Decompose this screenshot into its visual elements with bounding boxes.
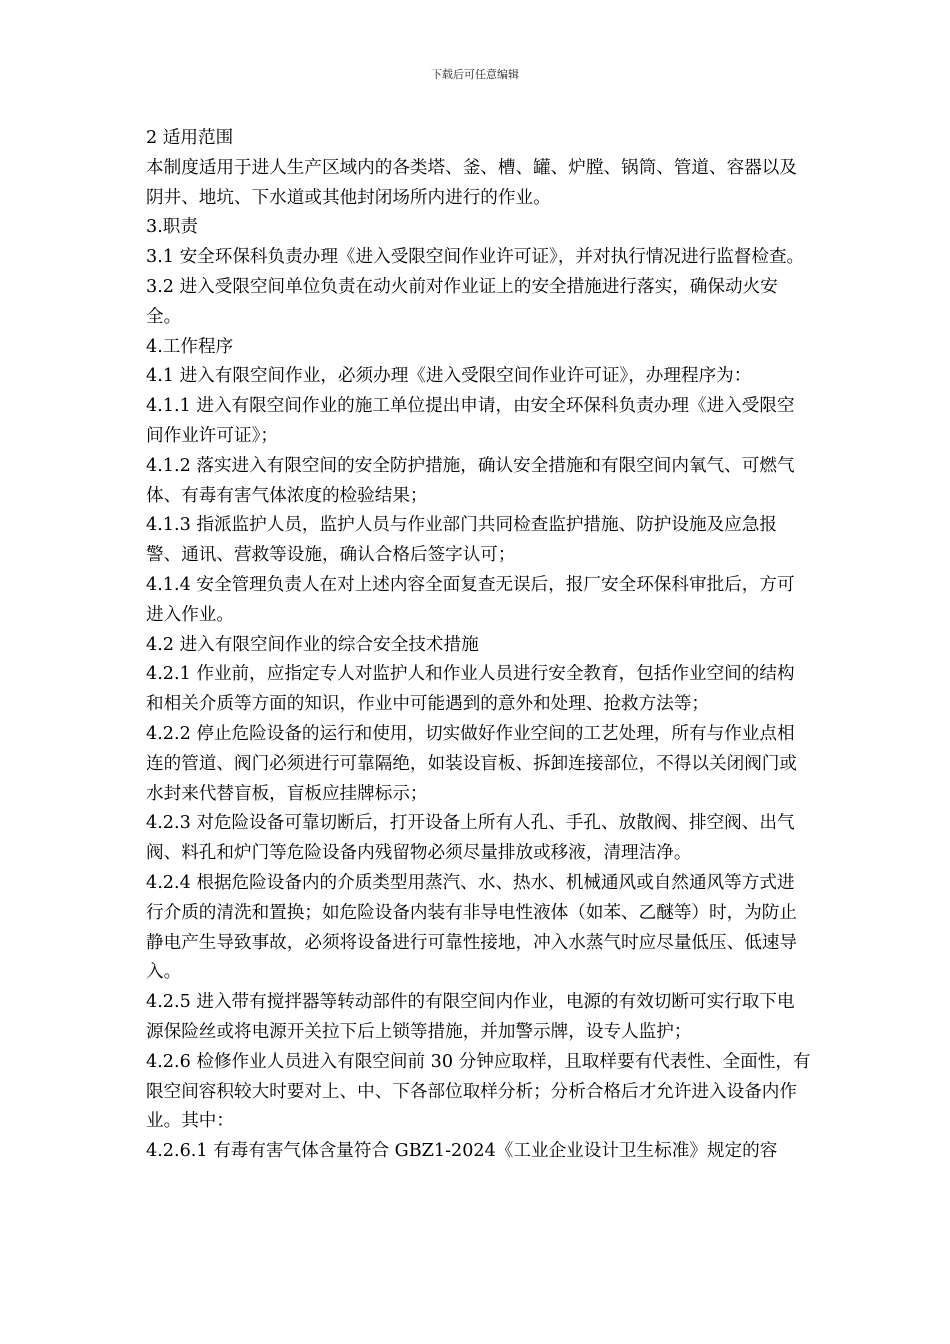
- body-paragraph: 4.2.2 停止危险设备的运行和使用，切实做好作业空间的工艺处理，所有与作业点相连的管道、阀门必须进行可靠隔绝，如装设盲板、拆卸连接部位，不得以关闭阀门或水封来代替盲板，盲板应挂牌标示；: [146, 723, 797, 804]
- body-paragraph: 4.2.6.1 有毒有害气体含量符合 GBZ1-2024《工业企业设计卫生标准》规定的容: [146, 1141, 778, 1162]
- body-paragraph: 3.2 进入受限空间单位负责在动火前对作业证上的安全措施进行落实，确保动火安全。: [146, 276, 778, 327]
- page-header-note: 下载后可任意编辑: [431, 68, 519, 81]
- body-paragraph: 4.2.5 进入带有搅拌器等转动部件的有限空间内作业，电源的有效切断可实行取下电源保险丝或将电源开关拉下后上锁等措施，并加警示牌，设专人监护；: [146, 992, 795, 1042]
- body-paragraph: 4.1.4 安全管理负责人在对上述内容全面复查无误后，报厂安全环保科审批后，方可进入作业。: [146, 574, 795, 625]
- body-paragraph: 4.2.6 检修作业人员进入有限空间前 30 分钟应取样，且取样要有代表性、全面性，有限空间容积较大时要对上、中、下各部位取样分析；分析合格后才允许进入设备内作业。其中：: [146, 1051, 811, 1132]
- body-paragraph: 4.1 进入有限空间作业，必须办理《进入受限空间作业许可证》，办理程序为：: [146, 366, 752, 387]
- section-heading-procedure: 4.工作程序: [146, 336, 234, 357]
- section-heading-scope: 2 适用范围: [146, 128, 234, 148]
- body-paragraph: 4.2.4 根据危险设备内的介质类型用蒸汽、水、热水、机械通风或自然通风等方式进行介质的清洗和置换；如危险设备内装有非导电性液体（如苯、乙醚等）时，为防止静电产生导致事故，必须将设备进行可靠性接地，冲入水蒸气时应尽量低压、低速导入。: [146, 872, 797, 983]
- body-paragraph: 本制度适用于进人生产区域内的各类塔、釜、槽、罐、炉膛、锅筒、管道、容器以及阴井、地坑、下水道或其他封闭场所内进行的作业。: [146, 157, 797, 208]
- section-heading-duties: 3.职责: [146, 217, 198, 238]
- body-paragraph: 4.1.2 落实进入有限空间的安全防护措施，确认安全措施和有限空间内氧气、可燃气体、有毒有害气体浓度的检验结果；: [146, 455, 795, 506]
- body-paragraph: 4.1.1 进入有限空间作业的施工单位提出申请，由安全环保科负责办理《进入受限空间作业许可证》；: [146, 396, 795, 446]
- body-paragraph: 4.2.1 作业前，应指定专人对监护人和作业人员进行安全教育，包括作业空间的结构和相关介质等方面的知识，作业中可能遇到的意外和处理、抢救方法等；: [146, 664, 795, 715]
- body-paragraph: 3.1 安全环保科负责办理《进入受限空间作业许可证》，并对执行情况进行监督检查。: [146, 247, 805, 268]
- body-paragraph: 4.1.3 指派监护人员，监护人员与作业部门共同检查监护措施、防护设施及应急报警、通讯、营救等设施，确认合格后签字认可；: [146, 515, 777, 566]
- subsection-heading: 4.2 进入有限空间作业的综合安全技术措施: [146, 634, 479, 655]
- body-paragraph: 4.2.3 对危险设备可靠切断后，打开设备上所有人孔、手孔、放散阀、排空阀、出气阀、料孔和炉门等危险设备内残留物必须尽量排放或移液，清理洁净。: [146, 813, 795, 864]
- document-body: [146, 124, 812, 1167]
